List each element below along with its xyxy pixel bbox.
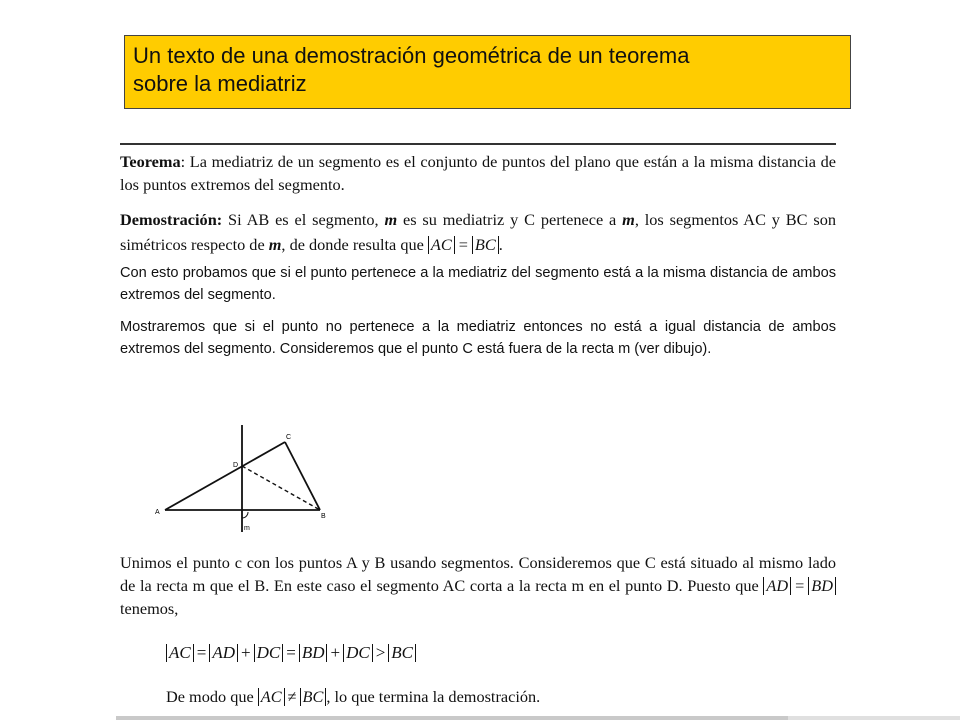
abs-ac: AC	[428, 236, 455, 254]
paragraph-3-tail: tenemos,	[120, 599, 179, 618]
paragraph-sans-1: Con esto probamos que si el punto pertenece a la mediatriz del segmento está a la misma distancia de ambos extremos del segmento.	[120, 265, 836, 303]
title-banner	[124, 35, 851, 109]
neq-sign: ≠	[287, 687, 297, 706]
var-m: m	[384, 210, 398, 229]
label-b: B	[321, 513, 326, 520]
abs-bd: BD	[808, 577, 836, 595]
label-d: D	[233, 462, 239, 469]
conclusion-before: De modo que	[166, 687, 258, 706]
label-m: m	[244, 525, 250, 532]
var-m: m	[622, 210, 635, 229]
eq-operator: =	[286, 643, 296, 662]
eq-operator: =	[196, 643, 207, 662]
eq-term: DC	[343, 644, 373, 662]
eq-operator: >	[375, 643, 386, 662]
proof-text-3: , los segmentos AC y BC son simétricos respecto de	[120, 210, 836, 254]
abs-ac: AC	[258, 688, 285, 706]
segment-ac	[165, 442, 285, 510]
proof-paragraph	[120, 207, 836, 257]
eq-sign: =	[795, 576, 805, 595]
proof-text-2: es su mediatriz y C pertenece a	[397, 210, 623, 229]
geometry-figure	[120, 420, 355, 538]
eq-term: AC	[166, 644, 194, 662]
proof-text-1: Si AB es el segmento,	[222, 210, 385, 229]
eq-operator: +	[241, 643, 251, 662]
label-c: C	[286, 434, 292, 441]
banner-line-2: sobre la mediatriz	[133, 71, 307, 96]
eq-term: BD	[299, 644, 328, 662]
var-m: m	[268, 235, 282, 254]
abs-bc: BC	[472, 236, 499, 254]
abs-ad: AD	[763, 577, 791, 595]
proof-end: .	[498, 235, 503, 254]
segment-cb	[285, 442, 320, 510]
proof-text-4: , de donde resulta que	[281, 235, 428, 254]
banner-line-1: Un texto de una demostración geométrica de un teorema	[133, 43, 690, 68]
conclusion-after: , lo que termina la demostración.	[326, 687, 541, 706]
abs-bc: BC	[300, 688, 327, 706]
paragraph-3-text: Unimos el punto c con los puntos A y B usando segmentos. Consideremos que C está situado al mismo lado de la recta m que el B. En este caso el segmento AC corta a la recta m en el punto D. Puesto que	[120, 553, 836, 595]
eq-term: DC	[254, 644, 284, 662]
eq-sign: =	[458, 235, 468, 254]
theorem-paragraph	[120, 150, 836, 196]
label-a: A	[155, 509, 160, 516]
conclusion-line	[166, 685, 540, 709]
figure-svg	[120, 420, 355, 538]
proof-label: Demostración:	[120, 210, 223, 229]
equation-line	[166, 641, 416, 665]
eq-term: BC	[388, 644, 416, 662]
paragraph-sans-2: Mostraremos que si el punto no pertenece a la mediatriz entonces no está a igual distancia de ambos extremos del segmento. Consideremos que el punto C está fuera de la recta m (ver dibujo).	[120, 319, 836, 357]
footer-divider	[116, 716, 788, 720]
theorem-text: : La mediatriz de un segmento es el conjunto de puntos del plano que están a la misma distancia de los puntos extremos del segmento.	[120, 152, 836, 194]
eq-term: AD	[209, 644, 238, 662]
footer-divider-right	[788, 716, 960, 720]
top-rule	[120, 143, 836, 145]
eq-operator: +	[330, 643, 341, 662]
paragraph-3	[120, 551, 836, 620]
theorem-label: Teorema	[120, 152, 181, 171]
